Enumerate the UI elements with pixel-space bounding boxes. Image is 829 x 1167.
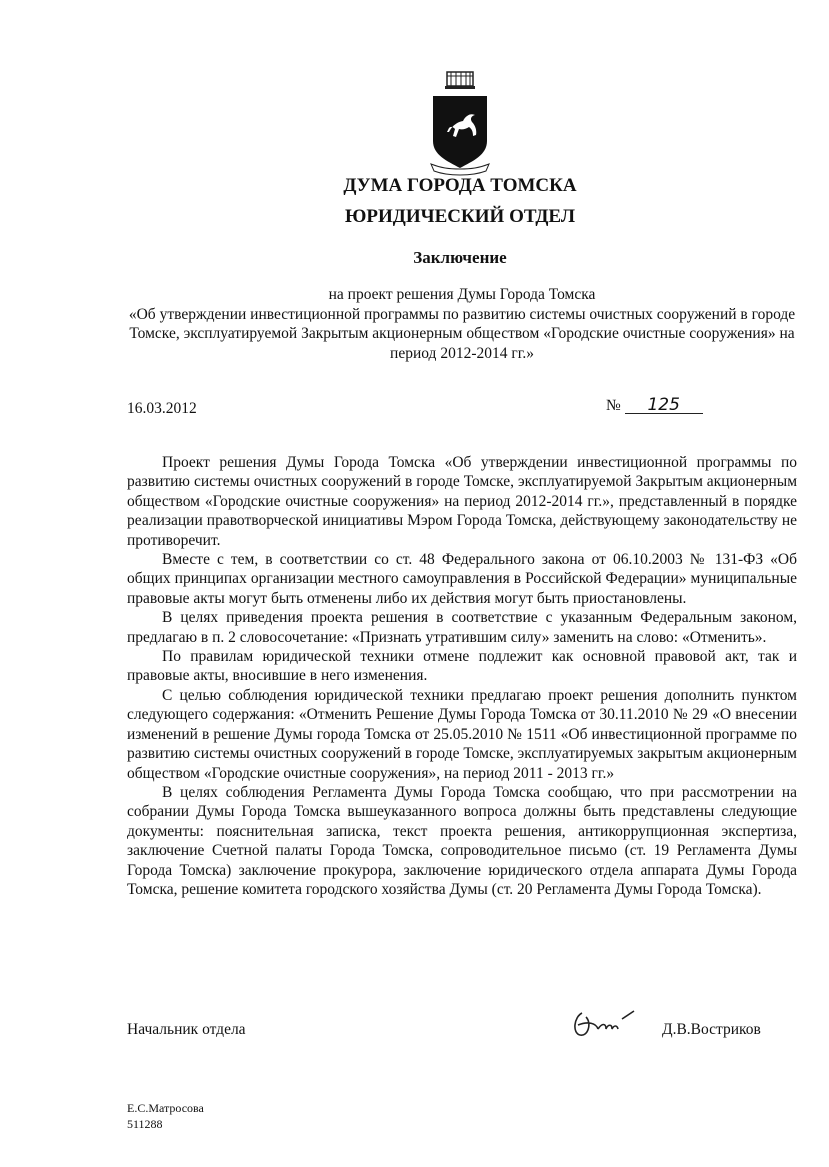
handwritten-signature	[568, 1005, 648, 1050]
executor-info	[127, 1100, 204, 1132]
paragraph: Проект решения Думы Города Томска «Об утверждении инвестиционной программы по развитию системы очистных сооружений в городе Томске, эксплуатируемой Закрытым акционерным обществом «Городские очистные сооружения» на период 2012-2014 гг.», представленный в порядке реализации правотворческой инициативы Мэром Города Томска, действующему законодательству не противоречит.	[127, 454, 797, 549]
executor-phone: 511288	[127, 1117, 163, 1131]
paragraph: В целях приведения проекта решения в соответствие с указанным Федеральным законом, предлагаю в п. 2 словосочетание: «Признать утратившим силу» заменить на слово: «Отменить».	[127, 609, 797, 646]
document-date: 16.03.2012	[127, 400, 197, 417]
paragraph: С целью соблюдения юридической техники предлагаю проект решения дополнить пунктом следующего содержания: «Отменить Решение Думы Города Томска от 30.11.2010 № 29 «О внесении изменений в решение Думы города Томска от 25.05.2010 № 1511 «Об инвестиционной программе по развитию системы очистных сооружений в городе Томске, эксплуатируемых закрытым акционерным обществом «Городские очистные сооружения», на период 2011 - 2013 гг.»	[127, 686, 797, 782]
department-title: ЮРИДИЧЕСКИЙ ОТДЕЛ	[345, 206, 575, 227]
organization-title: ДУМА ГОРОДА ТОМСКА	[343, 175, 577, 196]
number-value: 125	[625, 397, 703, 414]
document-type: Заключение	[413, 248, 507, 267]
signature-icon	[568, 1005, 648, 1045]
paragraph: В целях соблюдения Регламента Думы Города Томска сообщаю, что при рассмотрении на собрании Думы Города Томска вышеуказанного вопроса должны быть представлены следующие документы: пояснительная записка, текст проекта решения, антикоррупционная экспертиза, заключение Счетной палаты Города Томска, сопроводительное письмо (ст. 19 Регламента Думы Города Томска) заключение прокурора, заключение юридического отдела аппарата Думы Города Томска, решение комитета городского хозяйства Думы (ст. 20 Регламента Думы Города Томска).	[127, 783, 797, 898]
executor-name: Е.С.Матросова	[127, 1101, 204, 1115]
document-body	[127, 453, 797, 899]
tomsk-coat-of-arms-icon	[427, 70, 493, 178]
paragraph: Вместе с тем, в соответствии со ст. 48 Федерального закона от 06.10.2003 № 131-ФЗ «Об общих принципах организации местного самоуправления в Российской Федерации» муниципальные правовые акты могут быть отменены либо их действия могут быть приостановлены.	[127, 551, 797, 607]
city-emblem	[427, 70, 493, 178]
signer-name: Д.В.Востриков	[662, 1021, 761, 1038]
number-label: №	[606, 397, 621, 414]
paragraph: По правилам юридической техники отмене подлежит как основной правовой акт, так и правовые акты, вносившие в него изменения.	[127, 648, 797, 685]
signer-position: Начальник отдела	[127, 1021, 246, 1038]
subject-intro: на проект решения Думы Города Томска	[328, 286, 596, 303]
subject-title: «Об утверждении инвестиционной программы по развитию системы очистных сооружений в городе Томске, эксплуатируемой Закрытым акционерным обществом «Городские очистные сооружения» на период 2012-2014 гг.»	[128, 305, 796, 362]
document-number	[606, 397, 703, 415]
document-subject	[127, 285, 797, 363]
